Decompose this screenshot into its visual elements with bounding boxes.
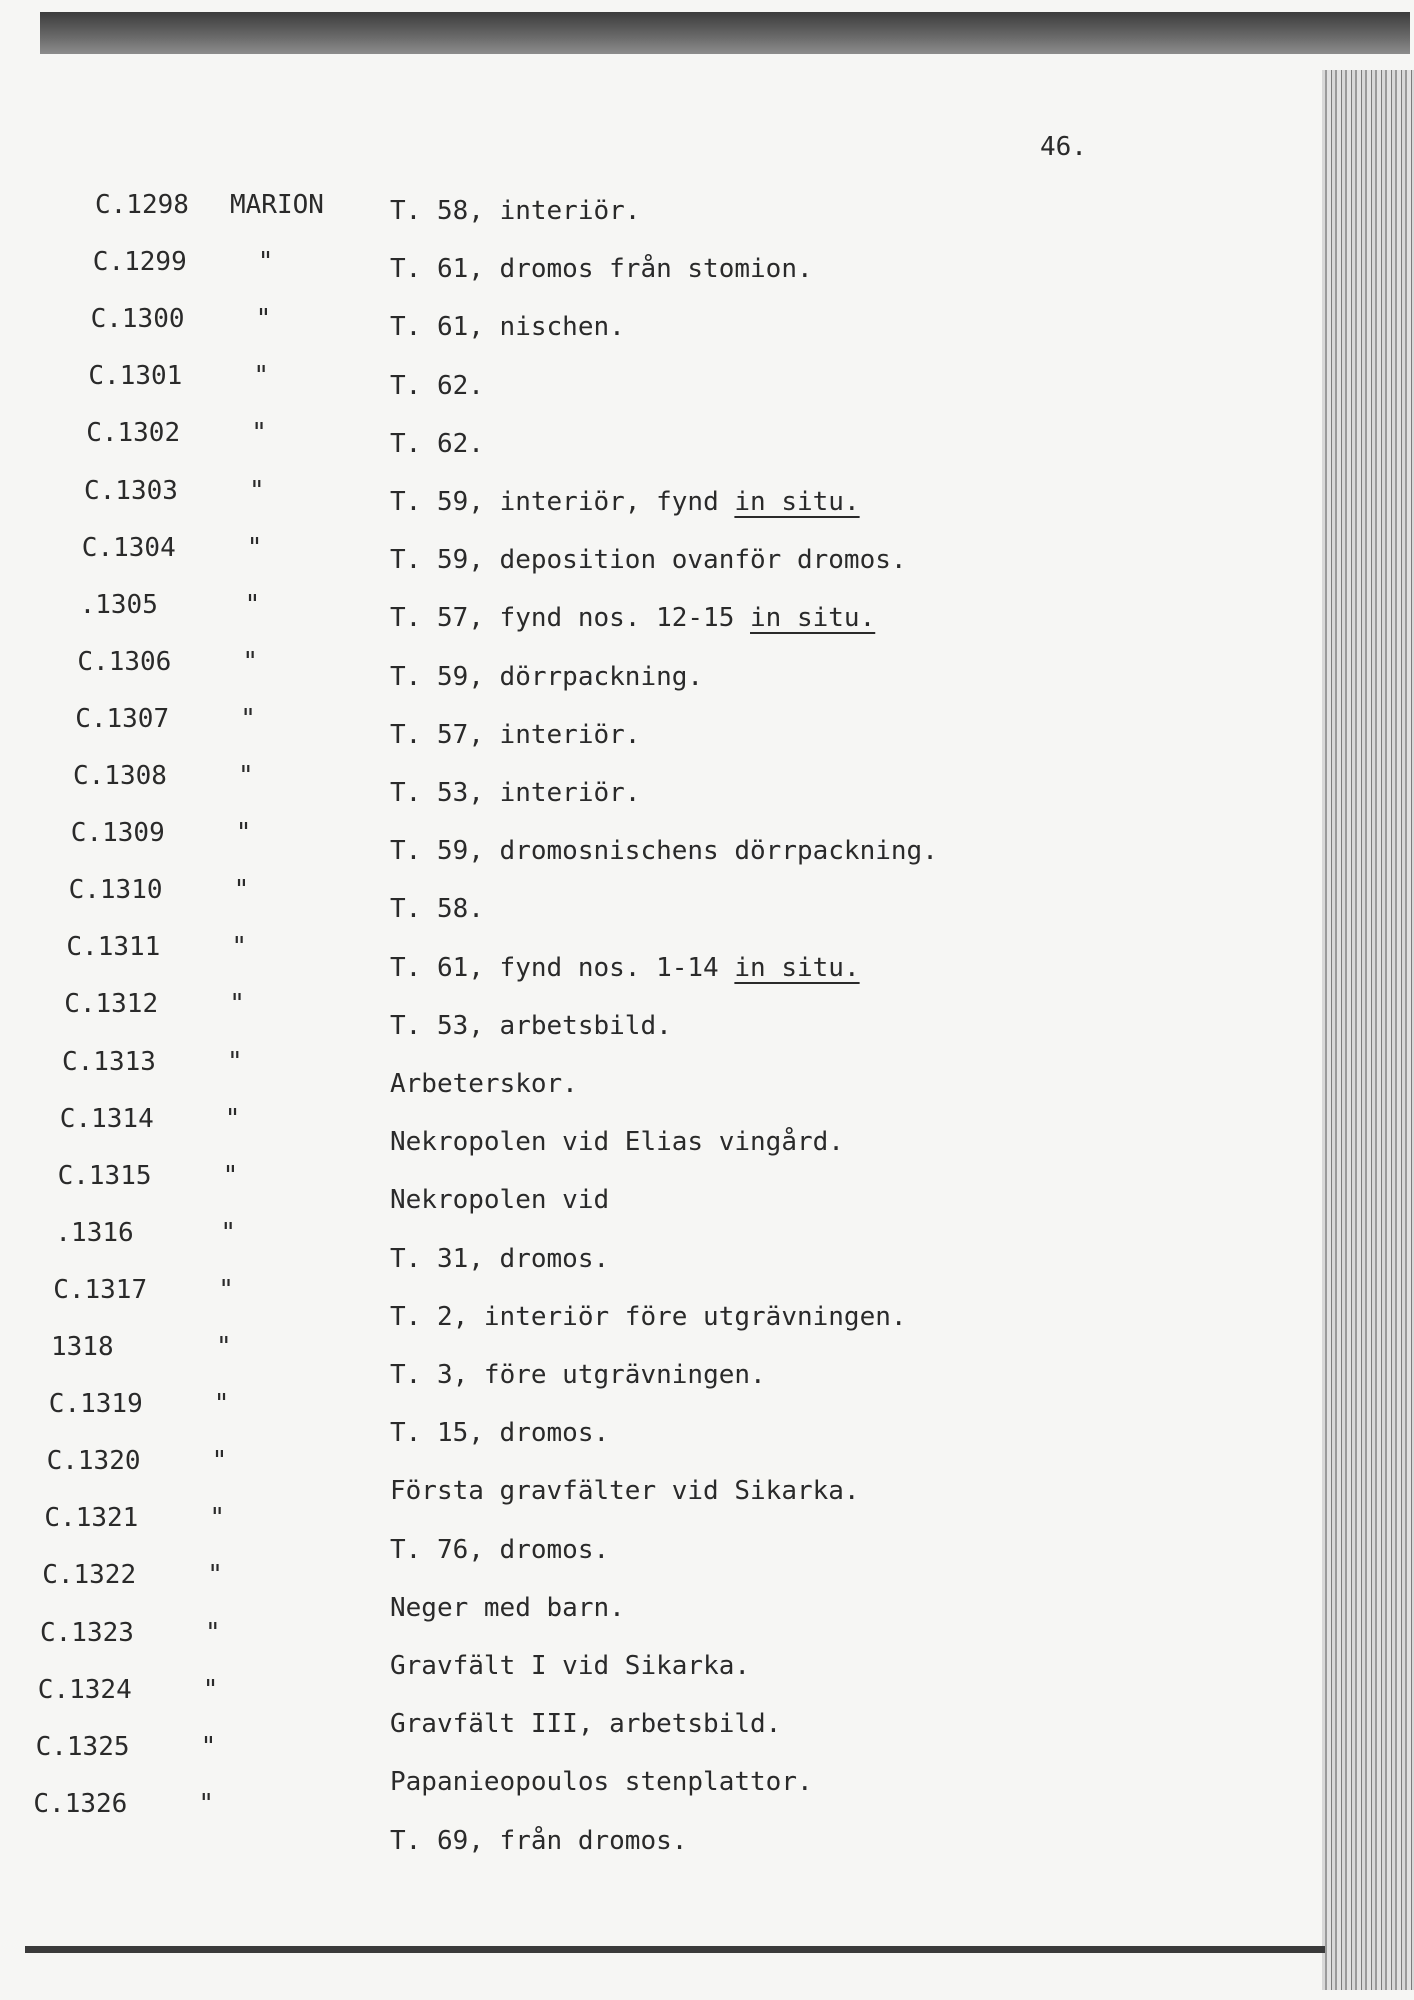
entry-description-text: T. 31, dromos. [389, 1243, 610, 1274]
entry-description-text: T. 69, från dromos. [389, 1825, 688, 1856]
entry-description [390, 1826, 687, 1856]
entry-description-text: T. 61, fynd nos. 1-14 [389, 952, 719, 983]
entry-collection: MARION [230, 190, 324, 220]
entry-ditto-mark: " [213, 1389, 230, 1420]
entry-description [390, 487, 860, 517]
entry-description [390, 1651, 750, 1681]
entry-code: C.1314 [59, 1103, 154, 1134]
entry-ditto-mark: " [231, 932, 248, 963]
entry-ditto-mark: " [240, 703, 256, 734]
entry-description-text: T. 59, dörrpackning. [389, 661, 704, 692]
entry-description [390, 1185, 609, 1215]
scan-bottom-edge [25, 1946, 1325, 1953]
entry-ditto-mark: " [198, 1788, 215, 1819]
entry-description [390, 894, 484, 924]
entry-ditto-mark: " [251, 418, 267, 449]
entry-description-text: T. 58. [389, 894, 484, 925]
entry-ditto-mark: " [238, 761, 254, 791]
entry-code: C.1324 [37, 1674, 132, 1705]
entry-description-text: T. 58, interiör. [390, 196, 641, 226]
entry-description [390, 1535, 609, 1565]
entry-code: C.1312 [64, 989, 159, 1020]
entry-ditto-mark: " [235, 818, 252, 849]
entry-description-text: T. 3, före utgrävningen. [390, 1360, 766, 1390]
entry-description-text: T. 59, interiör, fynd [390, 487, 719, 517]
entry-description [390, 196, 640, 226]
entry-code: .1316 [55, 1217, 134, 1248]
entry-ditto-mark: " [224, 1103, 241, 1134]
entry-code: C.1309 [70, 818, 165, 849]
entry-description [390, 545, 907, 575]
entry-description [390, 836, 938, 866]
entry-description-text: T. 57, interiör. [389, 719, 641, 750]
entry-code: C.1299 [92, 247, 187, 278]
entry-code: C.1320 [46, 1446, 141, 1477]
entry-description-text: Neger med barn. [389, 1592, 625, 1623]
entry-ditto-mark: " [207, 1560, 223, 1591]
entry-ditto-mark: " [200, 1731, 217, 1762]
entry-code: C.1326 [33, 1788, 128, 1819]
entry-description-text: Arbeterskor. [390, 1069, 578, 1099]
entry-ditto-mark: " [218, 1274, 234, 1305]
entry-code: C.1298 [95, 190, 189, 220]
entry-ditto-mark: " [227, 1046, 243, 1077]
entry-description-text: T. 62. [389, 370, 484, 401]
entry-description [390, 429, 484, 459]
entry-ditto-mark: " [229, 989, 245, 1020]
entry-underlined-text: in situ. [750, 603, 876, 634]
entry-ditto-mark: " [242, 646, 259, 677]
entry-code: C.1313 [62, 1046, 156, 1077]
entry-underlined-text: in situ. [734, 487, 860, 517]
entry-description-text: Gravfält I vid Sikarka. [390, 1651, 751, 1681]
entry-description-text: T. 61, nischen. [389, 312, 625, 343]
entry-description [390, 1767, 813, 1797]
entry-description [390, 1302, 907, 1332]
entry-description-text: T. 62. [389, 428, 484, 459]
entry-ditto-mark: " [205, 1617, 221, 1648]
entry-description [390, 1476, 860, 1506]
entry-description-text: Papanieopoulos stenplattor. [389, 1767, 813, 1798]
entry-code: C.1303 [84, 475, 178, 506]
entry-code: C.1306 [77, 646, 172, 677]
entry-code: C.1311 [66, 932, 161, 963]
entry-code: C.1302 [86, 418, 181, 449]
entry-description-text: T. 2, interiör före utgrävningen. [389, 1301, 907, 1332]
entry-description [390, 662, 703, 692]
entry-description [390, 1593, 625, 1623]
entry-description-text: Nekropolen vid [389, 1185, 610, 1216]
entry-description [390, 312, 625, 342]
entry-description [390, 953, 860, 983]
entry-description [390, 1244, 609, 1274]
entry-ditto-mark: " [253, 361, 270, 392]
entry-description [390, 1360, 766, 1390]
entry-description [390, 1418, 609, 1448]
entry-description [390, 603, 875, 633]
entry-description-text: T. 61, dromos från stomion. [389, 254, 813, 285]
entry-description [390, 778, 640, 808]
entry-underlined-text: in situ. [734, 952, 860, 983]
entry-code: C.1323 [40, 1617, 134, 1648]
entry-ditto-mark: " [202, 1674, 219, 1705]
entry-code: C.1319 [48, 1389, 143, 1420]
entry-code: C.1307 [75, 703, 170, 734]
entry-description [390, 254, 813, 284]
entry-code: C.1321 [44, 1503, 139, 1534]
entry-description-text: Första gravfälter vid Sikarka. [389, 1476, 860, 1507]
entry-ditto-mark: " [249, 475, 265, 506]
entry-ditto-mark: " [209, 1503, 226, 1534]
entry-ditto-mark: " [233, 875, 250, 906]
entry-description-text: T. 59, dromosnischens dörrpackning. [389, 836, 938, 867]
entry-ditto-mark: " [255, 304, 272, 335]
entry-code: C.1322 [42, 1560, 137, 1591]
entry-description-text: T. 53, arbetsbild. [389, 1010, 672, 1041]
entry-description-text: T. 15, dromos. [389, 1418, 610, 1449]
entry-description-text: T. 76, dromos. [389, 1534, 610, 1565]
entry-code: C.1308 [73, 761, 167, 791]
entry-description [390, 1011, 672, 1041]
entry-code: C.1315 [57, 1160, 152, 1191]
entry-description-text: T. 57, fynd nos. 12-15 [389, 603, 735, 634]
entry-description [390, 720, 640, 750]
entry-description-text: T. 59, deposition ovanför dromos. [389, 545, 907, 576]
entry-description [390, 1127, 844, 1157]
entry-ditto-mark: " [246, 532, 263, 563]
entry-ditto-mark: " [216, 1332, 232, 1362]
entry-description [390, 371, 484, 401]
page-number: 46. [1040, 132, 1087, 162]
entry-code: C.1310 [68, 875, 163, 906]
entry-ditto-mark: " [257, 247, 274, 278]
entry-code: .1305 [79, 589, 158, 620]
entry-ditto-mark: " [220, 1217, 237, 1248]
entry-ditto-mark: " [244, 589, 261, 620]
entry-description [390, 1709, 781, 1739]
entry-code: 1318 [51, 1332, 114, 1362]
entry-code: C.1301 [88, 361, 183, 392]
entry-description [390, 1069, 578, 1099]
entry-ditto-mark: " [222, 1160, 239, 1191]
entry-code: C.1304 [81, 532, 176, 563]
entry-code: C.1325 [35, 1731, 130, 1762]
entry-code: C.1317 [53, 1274, 148, 1305]
entry-description-text: Gravfält III, arbetsbild. [389, 1709, 782, 1740]
entry-description-text: Nekropolen vid Elias vingård. [389, 1127, 844, 1158]
scan-page-stack-edge [1322, 70, 1414, 1990]
entry-code: C.1300 [90, 304, 185, 335]
entry-description-text: T. 53, interiör. [390, 778, 641, 808]
entry-ditto-mark: " [211, 1446, 228, 1477]
